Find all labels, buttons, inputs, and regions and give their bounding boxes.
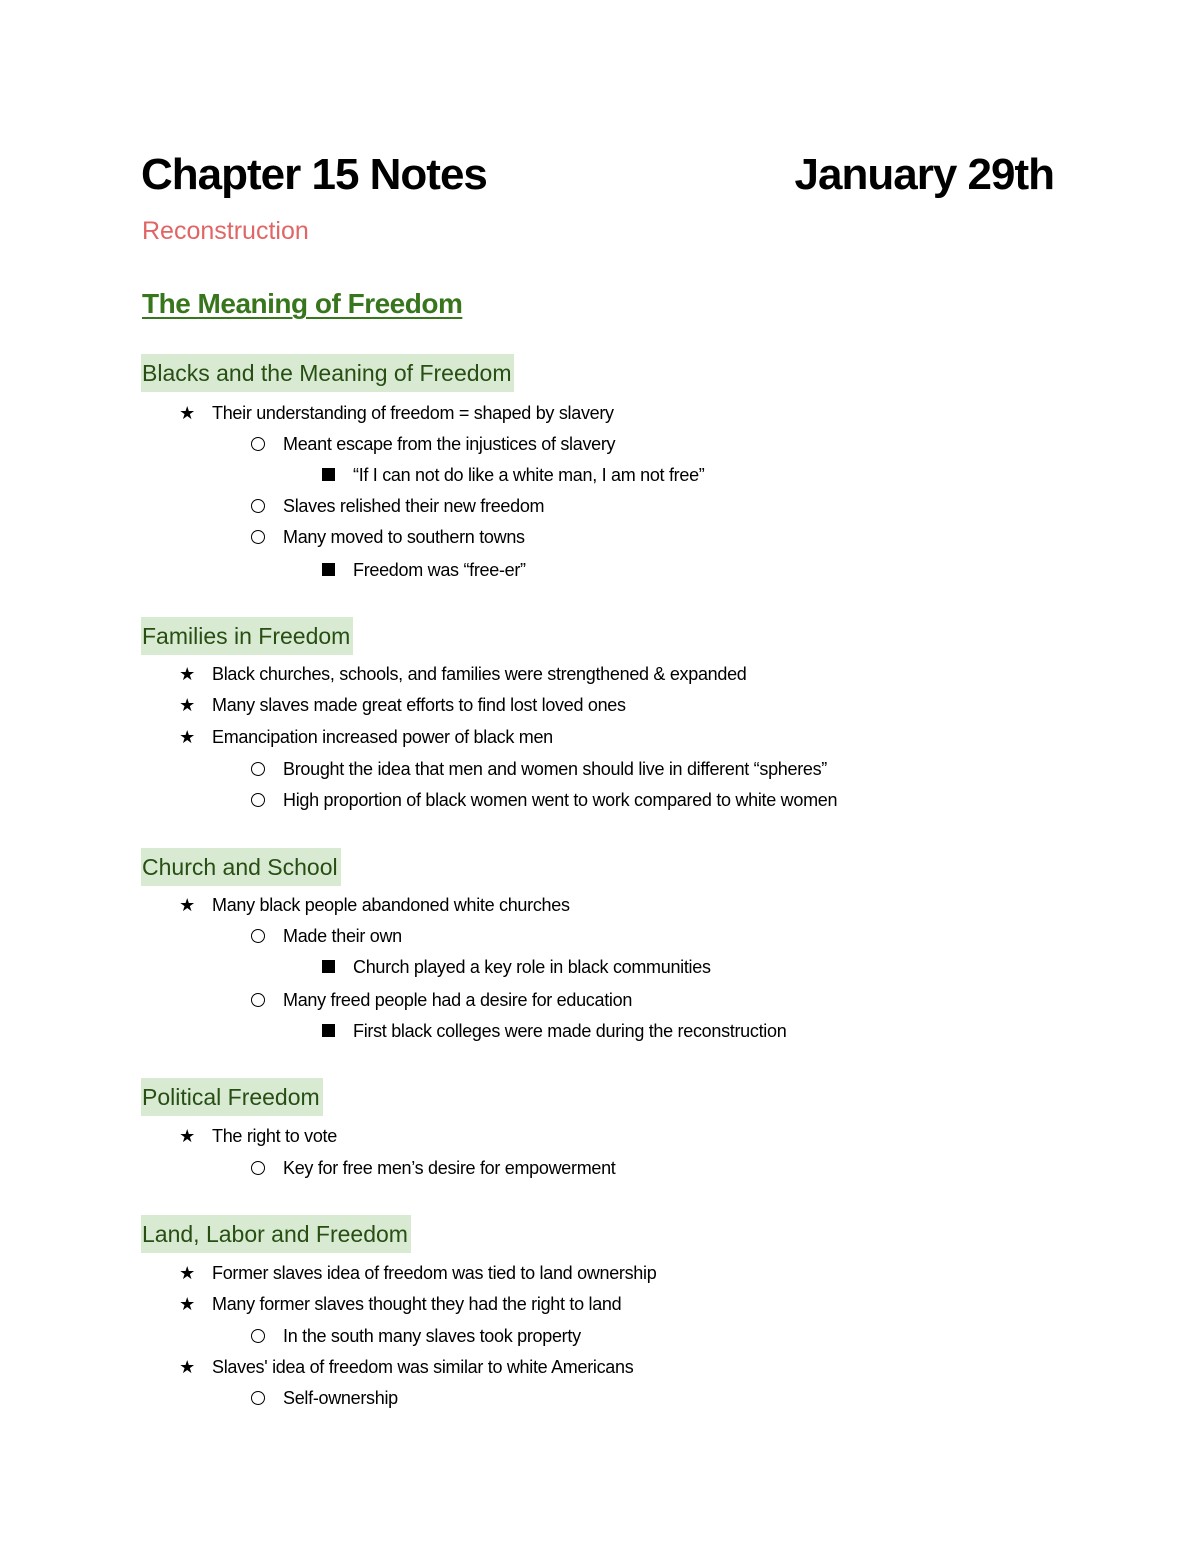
list-item: [283, 754, 827, 784]
list-item-text: Made their own: [283, 926, 402, 946]
list-item: [353, 460, 704, 490]
list-item-text: Freedom was “free-er”: [353, 560, 526, 580]
list-item-text: Key for free men’s desire for empowerment: [283, 1158, 616, 1178]
circle-bullet-icon: [248, 1153, 268, 1183]
list-item: [179, 1258, 657, 1288]
star-bullet-icon: ★: [179, 695, 195, 715]
section-heading: Families in Freedom: [141, 617, 353, 655]
section-heading: Blacks and the Meaning of Freedom: [141, 354, 514, 392]
page-title: Chapter 15 Notes: [141, 150, 487, 199]
list-item: [179, 1352, 634, 1382]
list-item-text: Self-ownership: [283, 1388, 398, 1408]
square-bullet-icon: [318, 1016, 338, 1046]
list-item: [179, 398, 614, 428]
circle-bullet-icon: [248, 985, 268, 1015]
list-item-text: In the south many slaves took property: [283, 1326, 581, 1346]
list-item-text: Many black people abandoned white churches: [212, 895, 570, 915]
list-item: [353, 952, 711, 982]
list-item-text: Meant escape from the injustices of slavery: [283, 434, 616, 454]
circle-bullet-icon: [248, 1321, 268, 1351]
list-item: [283, 429, 615, 459]
list-item-text: Former slaves idea of freedom was tied to land ownership: [212, 1263, 657, 1283]
list-item: [283, 1321, 581, 1351]
list-item-text: Slaves relished their new freedom: [283, 496, 545, 516]
square-bullet-icon: [318, 555, 338, 585]
list-item-text: Their understanding of freedom = shaped by slavery: [212, 403, 614, 423]
list-item-text: Many freed people had a desire for education: [283, 990, 633, 1010]
list-item-text: Brought the idea that men and women should live in different “spheres”: [283, 759, 828, 779]
list-item-text: Slaves' idea of freedom was similar to white Americans: [212, 1357, 634, 1377]
square-bullet-icon: [318, 952, 338, 982]
list-item: [283, 522, 525, 552]
star-bullet-icon: ★: [179, 895, 195, 915]
star-bullet-icon: ★: [179, 1294, 195, 1314]
circle-bullet-icon: [248, 429, 268, 459]
list-item: [179, 659, 747, 689]
section-title: The Meaning of Freedom: [142, 288, 463, 319]
list-item: [179, 722, 553, 752]
section-heading: Church and School: [141, 848, 341, 886]
star-bullet-icon: ★: [179, 727, 195, 747]
list-item-text: High proportion of black women went to work compared to white women: [283, 790, 838, 810]
list-item-text: The right to vote: [212, 1126, 337, 1146]
circle-bullet-icon: [248, 522, 268, 552]
list-item-text: Black churches, schools, and families were strengthened & expanded: [212, 664, 747, 684]
list-item: [179, 690, 626, 720]
circle-bullet-icon: [248, 1383, 268, 1413]
circle-bullet-icon: [248, 754, 268, 784]
list-item: [353, 555, 526, 585]
list-item: [283, 785, 837, 815]
star-bullet-icon: ★: [179, 1126, 195, 1146]
list-item: [179, 1121, 337, 1151]
list-item-text: First black colleges were made during the reconstruction: [353, 1021, 787, 1041]
circle-bullet-icon: [248, 491, 268, 521]
star-bullet-icon: ★: [179, 1357, 195, 1377]
square-bullet-icon: [318, 460, 338, 490]
list-item-text: “If I can not do like a white man, I am not free”: [353, 465, 705, 485]
list-item: [283, 1153, 616, 1183]
star-bullet-icon: ★: [179, 664, 195, 684]
list-item: [179, 1289, 622, 1319]
star-bullet-icon: ★: [179, 1263, 195, 1283]
list-item-text: Many slaves made great efforts to find lost loved ones: [212, 695, 626, 715]
section-heading: Political Freedom: [141, 1078, 323, 1116]
list-item: [353, 1016, 786, 1046]
list-item-text: Many former slaves thought they had the right to land: [212, 1294, 622, 1314]
circle-bullet-icon: [248, 921, 268, 951]
list-item-text: Emancipation increased power of black men: [212, 727, 553, 747]
list-item-text: Many moved to southern towns: [283, 527, 525, 547]
list-item-text: Church played a key role in black communities: [353, 957, 711, 977]
circle-bullet-icon: [248, 785, 268, 815]
list-item: [283, 1383, 398, 1413]
page-subtitle: Reconstruction: [142, 217, 309, 245]
list-item: [179, 890, 570, 920]
page-date: January 29th: [794, 150, 1054, 199]
list-item: [283, 491, 544, 521]
list-item: [283, 921, 402, 951]
section-heading: Land, Labor and Freedom: [141, 1215, 411, 1253]
star-bullet-icon: ★: [179, 403, 195, 423]
list-item: [283, 985, 632, 1015]
